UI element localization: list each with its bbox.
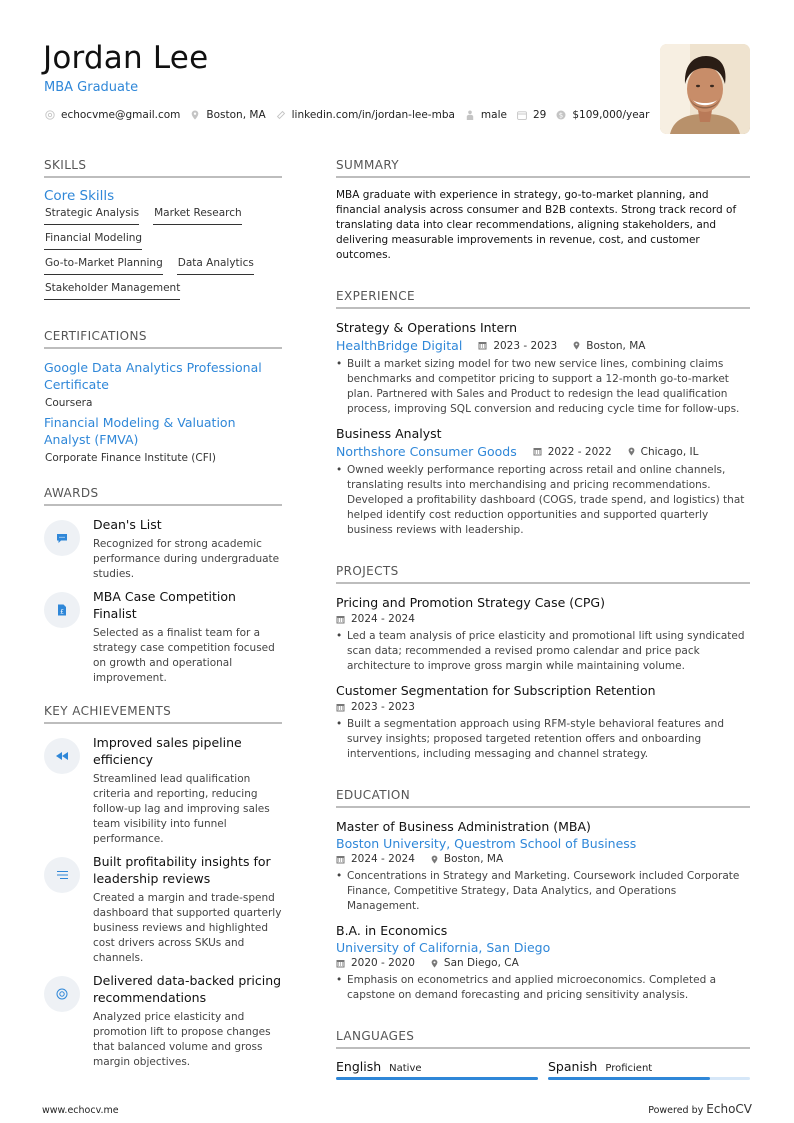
certification-name: Financial Modeling & Valuation Analyst (FMVA) — [44, 415, 236, 447]
person-icon — [465, 110, 475, 120]
education-dates-text: 2020 - 2020 — [351, 957, 415, 969]
contact-email-text: echocvme@gmail.com — [61, 109, 181, 121]
education-bullet: • Emphasis on econometrics and applied microeconomics. Completed a capstone on demand forecasting and pricing sensitivity analysis. — [336, 973, 750, 1003]
award-description: Recognized for strong academic performance during undergraduate studies. — [93, 538, 280, 580]
contact-gender — [465, 109, 507, 121]
left-column — [44, 158, 282, 1076]
certifications-section — [44, 329, 282, 464]
list-icon — [44, 857, 80, 893]
language-level: Native — [389, 1063, 422, 1074]
job-bullet: • Owned weekly performance reporting across retail and online channels, translating results into merchandising and pricing recommendations. Developed a profitability dashboard (COGS, trade spend, and logistics) that helped identify cost reduction opportunities and supported quarterly business reviews with leadership. — [336, 463, 750, 538]
contact-location — [190, 109, 265, 121]
calendar-icon — [336, 855, 345, 864]
job-location-text: Chicago, IL — [640, 445, 699, 458]
education-dates — [336, 853, 415, 865]
summary-text: MBA graduate with experience in strategy, go-to-market planning, and financial analysis across consumer and B2B contexts. Strong track record of translating data into clear recommendations, aligning stakeholders, and delivering measurable improvements in revenue, cost, and customer outcomes. — [336, 189, 737, 261]
contact-location-text: Boston, MA — [206, 109, 266, 121]
education-section — [336, 788, 750, 1003]
experience-item — [336, 425, 750, 538]
calendar-icon — [478, 341, 487, 350]
projects-section — [336, 564, 750, 762]
award-title: Dean's List — [93, 517, 162, 532]
languages-heading: LANGUAGES — [336, 1029, 750, 1049]
language-proficiency-fill — [336, 1077, 538, 1080]
project-bullet: • Built a segmentation approach using RFM-style behavioral features and survey insights; proposed targeted retention offers and onboarding interventions, including messaging and channel strategy. — [336, 717, 750, 762]
language-proficiency-bar — [548, 1077, 750, 1080]
company-name: HealthBridge Digital — [336, 338, 463, 353]
education-bullet-text: Emphasis on econometrics and applied microeconomics. Completed a capstone on demand forecasting and pricing sensitivity analysis. — [347, 974, 717, 1001]
experience-section — [336, 289, 750, 538]
languages-section — [336, 1029, 750, 1080]
project-meta — [336, 613, 750, 625]
education-location — [431, 853, 503, 865]
certifications-heading: CERTIFICATIONS — [44, 329, 282, 349]
project-dates-text: 2024 - 2024 — [351, 613, 415, 625]
document-icon — [44, 592, 80, 628]
certification-issuer: Coursera — [45, 397, 93, 409]
job-dates — [478, 340, 557, 352]
award-item — [44, 588, 282, 686]
footer-website[interactable]: www.echocv.me — [42, 1105, 119, 1116]
achievements-section — [44, 704, 282, 1070]
education-dates — [336, 957, 415, 969]
achievement-title: Delivered data-backed pricing recommendations — [93, 973, 282, 1005]
achievement-item — [44, 734, 282, 847]
skill-group-title: Core Skills — [44, 188, 115, 204]
location-pin-icon — [431, 855, 438, 864]
project-bullet: • Led a team analysis of price elasticity and promotional lift using syndicated scan data; recommended a revised promo calendar and price pack architecture to improve gross margin while maintaining volume. — [336, 629, 750, 674]
education-bullet: • Concentrations in Strategy and Marketing. Coursework included Corporate Finance, Competitive Strategy, Data Analytics, and Operations Management. — [336, 869, 750, 914]
summary-section — [336, 158, 750, 263]
contact-linkedin[interactable] — [276, 109, 455, 121]
certification-item — [44, 414, 282, 464]
degree-title: B.A. in Economics — [336, 923, 448, 938]
project-dates — [336, 701, 415, 713]
awards-section — [44, 486, 282, 686]
skills-heading: SKILLS — [44, 158, 282, 178]
education-location — [431, 957, 519, 969]
certification-item — [44, 359, 282, 409]
location-pin-icon — [628, 447, 635, 456]
education-meta — [336, 853, 750, 865]
experience-item — [336, 319, 750, 417]
at-icon — [45, 110, 55, 120]
calendar-icon — [336, 615, 345, 624]
education-dates-text: 2024 - 2024 — [351, 853, 415, 865]
svg-text:£: £ — [60, 608, 64, 616]
calendar-icon — [517, 110, 527, 120]
at-icon — [44, 976, 80, 1012]
project-bullet-text: Built a segmentation approach using RFM-style behavioral features and survey insights; proposed targeted retention offers and onboarding interventions, including messaging and channel strategy. — [347, 718, 724, 760]
achievement-title: Improved sales pipeline efficiency — [93, 735, 242, 767]
language-name: English — [336, 1059, 382, 1074]
school-name: University of California, San Diego — [336, 940, 551, 955]
education-item — [336, 922, 750, 1003]
job-dates-text: 2022 - 2022 — [547, 445, 612, 458]
project-meta — [336, 701, 750, 713]
job-title: Strategy & Operations Intern — [336, 320, 517, 335]
project-title: Pricing and Promotion Strategy Case (CPG) — [336, 595, 605, 610]
location-pin-icon — [573, 341, 580, 350]
job-location — [573, 340, 645, 352]
job-location — [628, 446, 699, 458]
summary-heading: SUMMARY — [336, 158, 750, 178]
contact-age-text: 29 — [532, 109, 547, 121]
award-item — [44, 516, 282, 582]
skill-tags — [44, 207, 282, 307]
achievement-description: Streamlined lead qualification criteria and reporting, reducing follow-up lag and improving sales team visibility into funnel performance. — [93, 773, 270, 845]
language-item — [336, 1059, 538, 1080]
language-proficiency-fill — [548, 1077, 710, 1080]
contact-age — [517, 109, 546, 121]
projects-heading: PROJECTS — [336, 564, 750, 584]
job-meta — [336, 338, 750, 353]
school-name: Boston University, Questrom School of Business — [336, 836, 637, 851]
education-meta — [336, 957, 750, 969]
achievements-heading: KEY ACHIEVEMENTS — [44, 704, 282, 724]
job-meta — [336, 444, 750, 459]
project-item — [336, 682, 750, 762]
job-dates — [533, 446, 612, 458]
money-icon — [556, 110, 566, 120]
skill-tag: Go-to-Market Planning — [44, 257, 163, 275]
project-bullet-text: Led a team analysis of price elasticity and promotional lift using syndicated scan data; recommended a revised promo calendar and price pack architecture to improve gross margin while maintaining volume. — [347, 630, 745, 672]
candidate-role: MBA Graduate — [44, 80, 139, 95]
education-location-text: San Diego, CA — [443, 957, 519, 969]
candidate-name: Jordan Lee — [43, 40, 209, 76]
skill-tag: Market Research — [153, 207, 242, 225]
language-proficiency-bar — [336, 1077, 538, 1080]
skill-tag: Data Analytics — [177, 257, 254, 275]
skill-tag: Strategic Analysis — [44, 207, 139, 225]
brand-name: EchoCV — [706, 1102, 752, 1116]
job-bullet: • Built a market sizing model for two new service lines, combining claims benchmarks and competitor pricing to support a 12-month go-to-market plan. Partnered with Sales and Product to redesign the lead qualification process, improving SQL conversion and reducing cycle time for follow-ups. — [336, 357, 750, 417]
education-location-text: Boston, MA — [443, 853, 504, 865]
award-title: MBA Case Competition Finalist — [93, 589, 236, 621]
language-list — [336, 1059, 750, 1080]
calendar-icon — [336, 959, 345, 968]
education-item — [336, 818, 750, 914]
footer-powered-by[interactable] — [648, 1102, 752, 1116]
project-dates-text: 2023 - 2023 — [351, 701, 415, 713]
job-location-text: Boston, MA — [586, 339, 646, 352]
skills-section — [44, 158, 282, 307]
job-dates-text: 2023 - 2023 — [493, 339, 558, 352]
experience-heading: EXPERIENCE — [336, 289, 750, 309]
skill-tag: Financial Modeling — [44, 232, 142, 250]
project-title: Customer Segmentation for Subscription Retention — [336, 683, 656, 698]
language-name: Spanish — [548, 1059, 598, 1074]
location-pin-icon — [190, 110, 200, 120]
calendar-icon — [336, 703, 345, 712]
contact-gender-text: male — [480, 109, 507, 121]
contact-salary — [556, 109, 649, 121]
project-item — [336, 594, 750, 674]
link-icon — [276, 110, 286, 120]
certification-issuer: Corporate Finance Institute (CFI) — [45, 452, 216, 464]
language-level: Proficient — [605, 1063, 653, 1074]
profile-photo — [660, 44, 750, 134]
achievement-description: Created a margin and trade-spend dashboard that supported quarterly business reviews and highlighted cost drivers across SKUs and channels. — [93, 892, 282, 964]
contact-linkedin-text: linkedin.com/in/jordan-lee-mba — [291, 109, 455, 121]
achievement-item — [44, 853, 282, 966]
achievement-description: Analyzed price elasticity and promotion lift to propose changes that balanced volume and gross margin objectives. — [93, 1011, 271, 1068]
language-item — [548, 1059, 750, 1080]
award-description: Selected as a finalist team for a strategy case competition focused on growth and operational improvement. — [93, 627, 275, 684]
contact-salary-text: $109,000/year — [572, 109, 650, 121]
degree-title: Master of Business Administration (MBA) — [336, 819, 591, 834]
rewind-icon — [44, 738, 80, 774]
svg-text:$: $ — [559, 111, 564, 120]
powered-by-label: Powered by — [648, 1105, 704, 1116]
chat-bubble-icon — [44, 520, 80, 556]
education-heading: EDUCATION — [336, 788, 750, 808]
right-column — [336, 158, 750, 1080]
project-dates — [336, 613, 415, 625]
achievement-item — [44, 972, 282, 1070]
job-bullet-text: Owned weekly performance reporting across retail and online channels, translating results into merchandising and pricing recommendations. Developed a profitability dashboard (COGS, trade spend, and logistics) that helped identify cost reduction opportunities and supported quarterly business reviews with leadership. — [347, 464, 745, 536]
contact-email[interactable] — [45, 109, 180, 121]
certification-name: Google Data Analytics Professional Certificate — [44, 360, 262, 392]
calendar-icon — [533, 447, 542, 456]
awards-heading: AWARDS — [44, 486, 282, 506]
achievement-title: Built profitability insights for leadership reviews — [93, 854, 271, 886]
education-bullet-text: Concentrations in Strategy and Marketing. Coursework included Corporate Finance, Competitive Strategy, Data Analytics, and Operations Management. — [347, 870, 740, 912]
job-title: Business Analyst — [336, 426, 442, 441]
job-bullet-text: Built a market sizing model for two new service lines, combining claims benchmarks and competitor pricing to support a 12-month go-to-market plan. Partnered with Sales and Product to redesign the lead qualification process, improving SQL conversion and reducing cycle time for follow-ups. — [347, 358, 740, 415]
location-pin-icon — [431, 959, 438, 968]
company-name: Northshore Consumer Goods — [336, 444, 517, 459]
contact-bar — [45, 109, 659, 121]
skill-tag: Stakeholder Management — [44, 282, 180, 300]
